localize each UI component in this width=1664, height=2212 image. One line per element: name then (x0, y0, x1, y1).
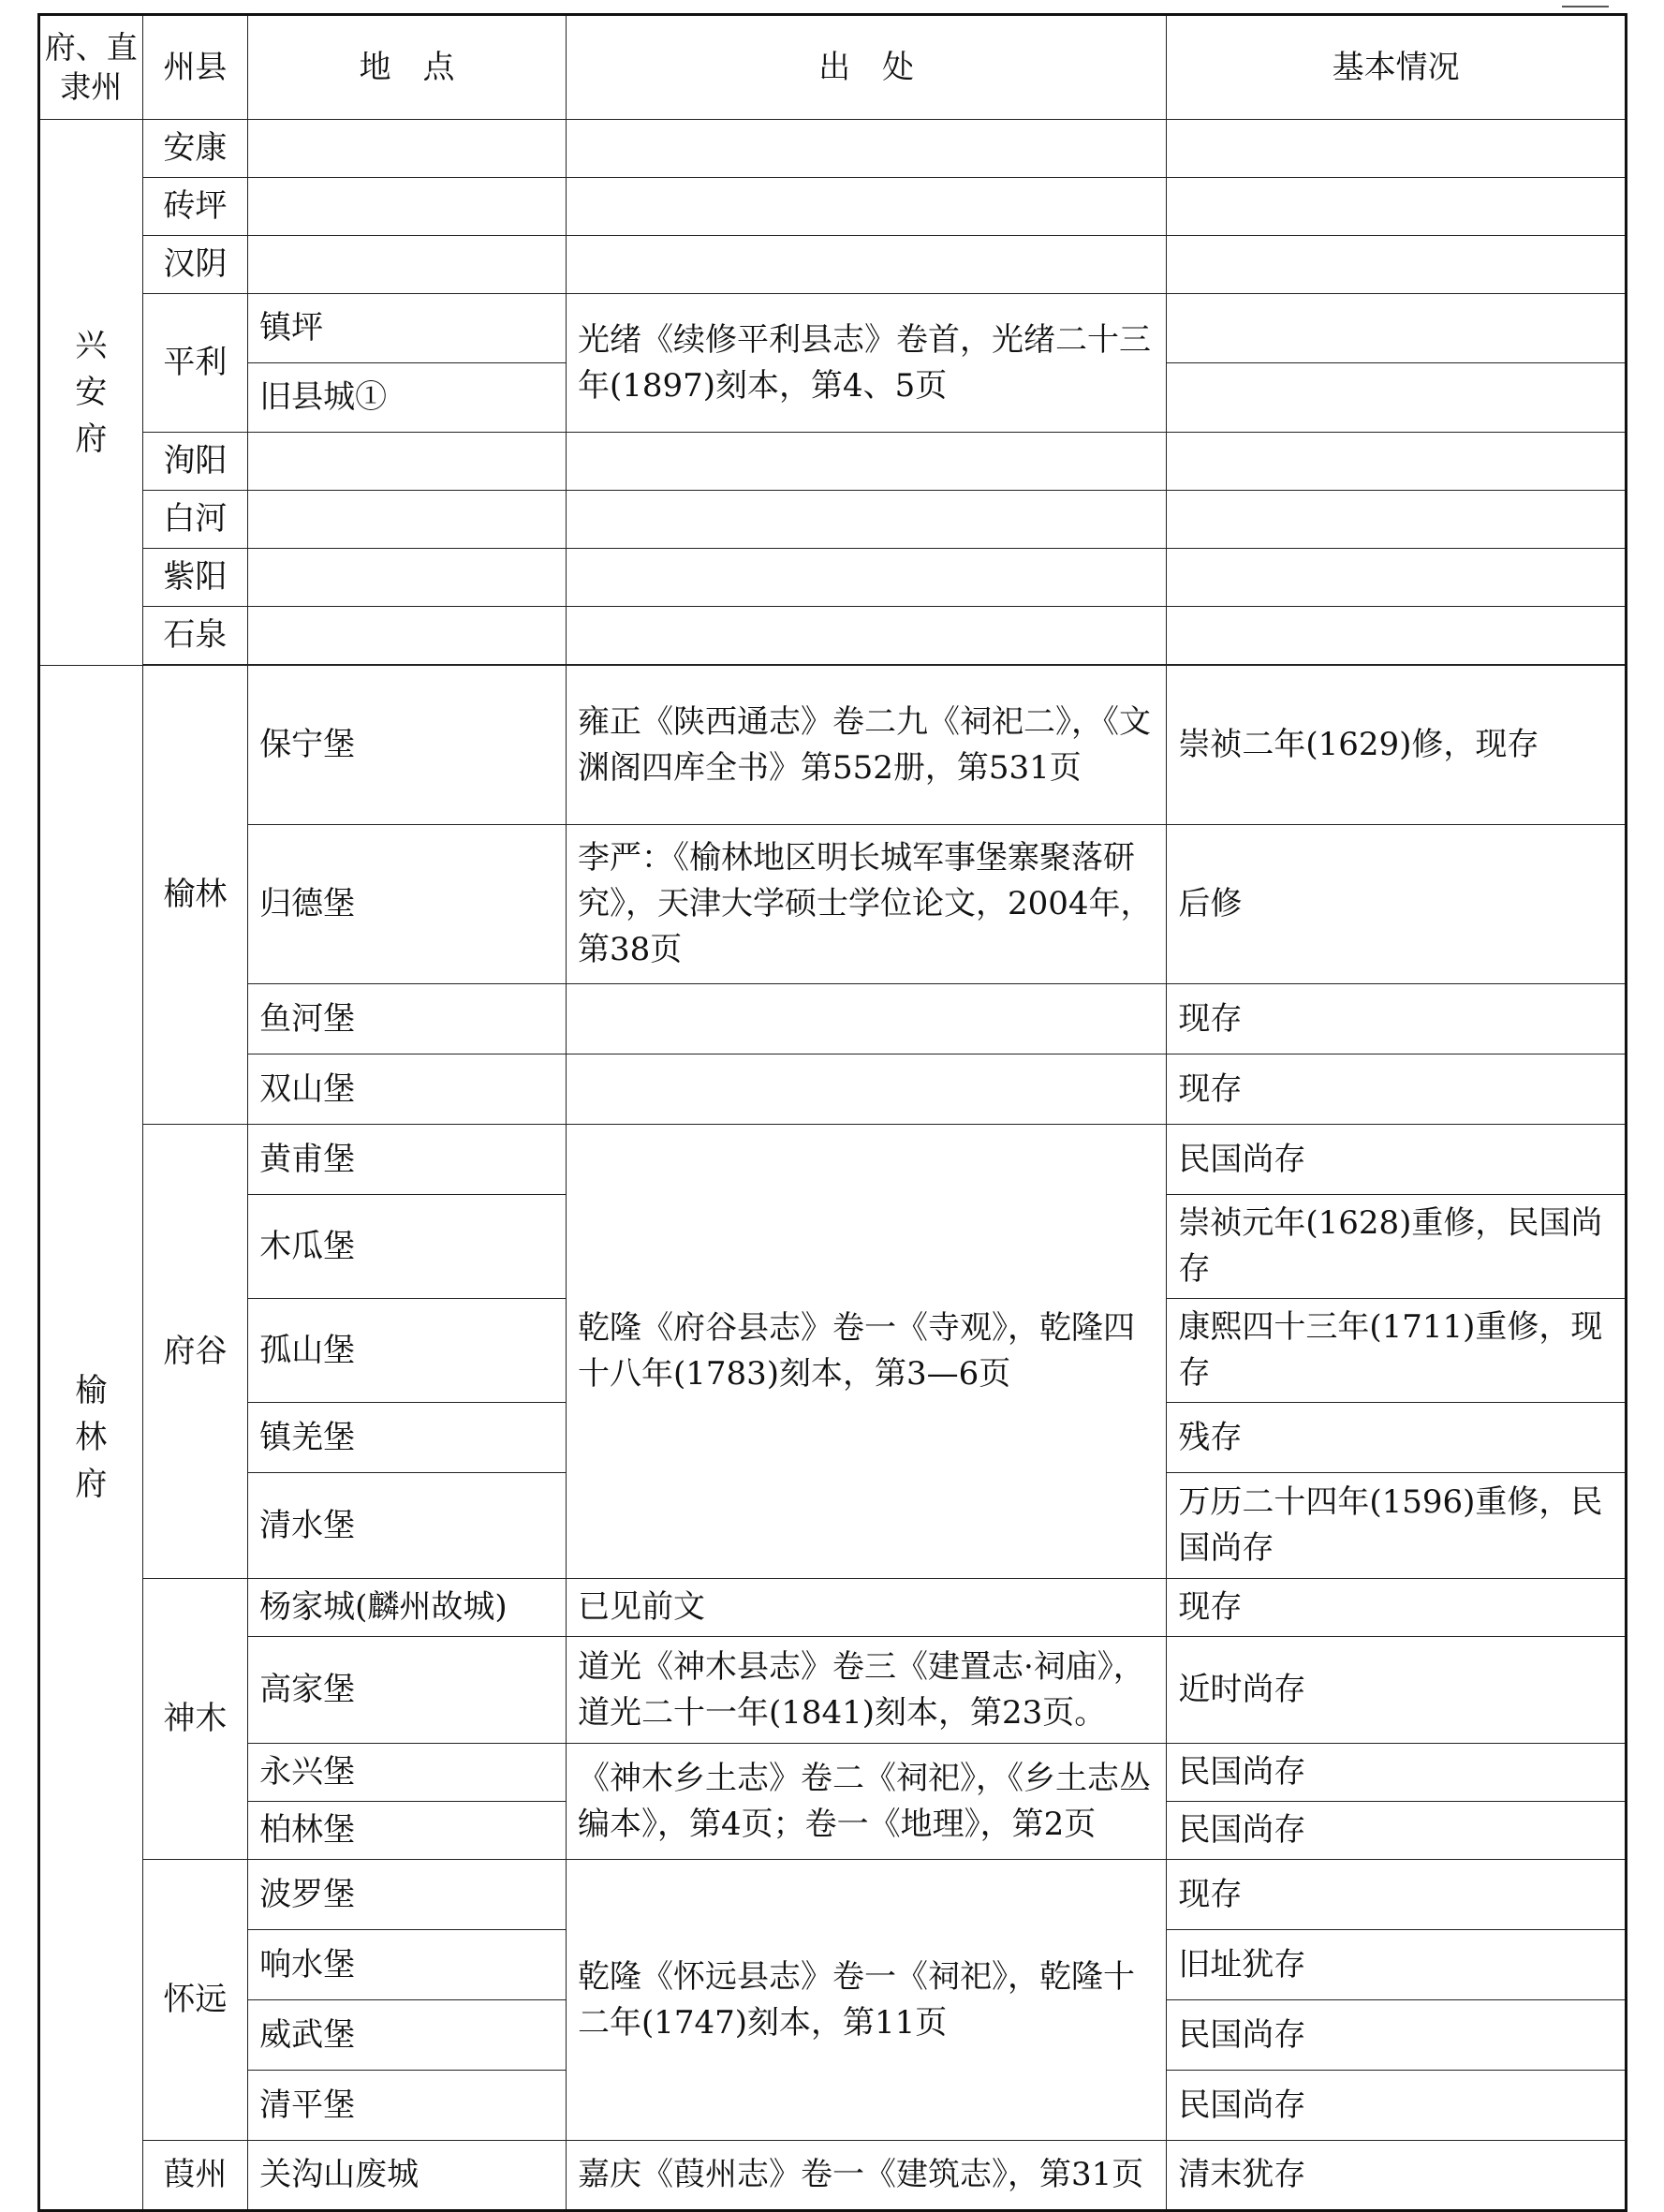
status-cell: 清末犹存 (1167, 2141, 1627, 2211)
status-cell: 现存 (1167, 1579, 1627, 1637)
status-cell: 民国尚存 (1167, 1802, 1627, 1860)
header-place: 地 点 (248, 15, 567, 120)
status-cell: 残存 (1167, 1403, 1627, 1473)
county-baihe: 白河 (142, 491, 248, 549)
status-cell: 近时尚存 (1167, 1637, 1627, 1744)
place-jiuxiancheng: 旧县城① (248, 363, 567, 433)
place-cell: 清水堡 (248, 1473, 567, 1579)
status-cell: 民国尚存 (1167, 2000, 1627, 2071)
prefecture-xingan (39, 120, 143, 666)
status-cell: 万历二十四年(1596)重修，民国尚存 (1167, 1473, 1627, 1579)
table-row (39, 1860, 1627, 1930)
status-cell: 现存 (1167, 1054, 1627, 1125)
county-shiquan: 石泉 (142, 607, 248, 665)
status-cell: 崇祯元年(1628)重修，民国尚存 (1167, 1195, 1627, 1299)
place-cell: 木瓜堡 (248, 1195, 567, 1299)
status-cell: 民国尚存 (1167, 1125, 1627, 1195)
county-ziyang: 紫阳 (142, 549, 248, 607)
prefecture-label: 榆林府 (75, 1372, 108, 1503)
table-row (39, 433, 1627, 491)
prefecture-yulin (39, 666, 143, 2211)
place-cell: 归德堡 (248, 825, 567, 984)
table-row (39, 236, 1627, 294)
county-jiazhou: 葭州 (142, 2141, 248, 2211)
source-cell (566, 1054, 1166, 1125)
place-cell: 关沟山废城 (248, 2141, 567, 2211)
county-yulin: 榆林 (142, 666, 248, 1125)
status-cell: 现存 (1167, 984, 1627, 1054)
source-cell: 已见前文 (566, 1579, 1166, 1637)
place-cell: 镇羌堡 (248, 1403, 567, 1473)
table-row (39, 120, 1627, 178)
table-row (39, 2141, 1627, 2211)
fortress-table (37, 13, 1627, 2212)
status-cell: 民国尚存 (1167, 2071, 1627, 2141)
place-cell: 响水堡 (248, 1930, 567, 2000)
table-row (39, 984, 1627, 1054)
county-xunyang: 洵阳 (142, 433, 248, 491)
place-cell: 黄甫堡 (248, 1125, 567, 1195)
place-cell: 双山堡 (248, 1054, 567, 1125)
table-row (39, 666, 1627, 825)
status-cell: 旧址犹存 (1167, 1930, 1627, 2000)
county-hanyin: 汉阴 (142, 236, 248, 294)
county-pingli: 平利 (142, 294, 248, 433)
prefecture-label: 兴安府 (75, 327, 108, 458)
source-pingli: 光绪《续修平利县志》卷首，光绪二十三年(1897)刻本，第4、5页 (566, 294, 1166, 433)
place-cell: 清平堡 (248, 2071, 567, 2141)
table-row (39, 491, 1627, 549)
table-row (39, 825, 1627, 984)
status-cell: 后修 (1167, 825, 1627, 984)
header-row (39, 15, 1627, 120)
source-shenmu-shared: 《神木乡土志》卷二《祠祀》，《乡土志丛编本》，第4页；卷一《地理》，第2页 (566, 1744, 1166, 1860)
source-cell: 李严：《榆林地区明长城军事堡寨聚落研究》，天津大学硕士学位论文，2004年，第38页 (566, 825, 1166, 984)
place-zhenping: 镇坪 (248, 294, 567, 363)
table-row (39, 1125, 1627, 1195)
source-cell (566, 984, 1166, 1054)
place-cell: 孤山堡 (248, 1299, 567, 1403)
header-source: 出 处 (566, 15, 1166, 120)
table-row (39, 1054, 1627, 1125)
status-cell: 现存 (1167, 1860, 1627, 1930)
place-cell: 柏林堡 (248, 1802, 567, 1860)
place-cell: 永兴堡 (248, 1744, 567, 1802)
status-cell: 崇祯二年(1629)修，现存 (1167, 666, 1627, 825)
page-corner-rule (1562, 0, 1609, 7)
county-huaiyuan: 怀远 (142, 1860, 248, 2141)
place-cell: 鱼河堡 (248, 984, 567, 1054)
county-fugu: 府谷 (142, 1125, 248, 1579)
table-row (39, 1637, 1627, 1744)
status-cell: 康熙四十三年(1711)重修，现存 (1167, 1299, 1627, 1403)
county-shenmu: 神木 (142, 1579, 248, 1860)
place-cell: 威武堡 (248, 2000, 567, 2071)
table-row (39, 1744, 1627, 1802)
place-cell: 保宁堡 (248, 666, 567, 825)
county-ankang: 安康 (142, 120, 248, 178)
header-county: 州县 (142, 15, 248, 120)
source-fugu: 乾隆《府谷县志》卷一《寺观》，乾隆四十八年(1783)刻本，第3—6页 (566, 1125, 1166, 1579)
place-cell: 杨家城(麟州故城) (248, 1579, 567, 1637)
header-status: 基本情况 (1167, 15, 1627, 120)
county-zhuanping: 砖坪 (142, 178, 248, 236)
place-cell: 高家堡 (248, 1637, 567, 1744)
source-huaiyuan: 乾隆《怀远县志》卷一《祠祀》，乾隆十二年(1747)刻本，第11页 (566, 1860, 1166, 2141)
table-row (39, 549, 1627, 607)
table-row (39, 178, 1627, 236)
status-cell: 民国尚存 (1167, 1744, 1627, 1802)
source-cell: 雍正《陕西通志》卷二九《祠祀二》，《文渊阁四库全书》第552册，第531页 (566, 666, 1166, 825)
place-cell: 波罗堡 (248, 1860, 567, 1930)
header-prefecture: 府、直隶州 (39, 15, 143, 120)
source-cell: 道光《神木县志》卷三《建置志·祠庙》，道光二十一年(1841)刻本，第23页。 (566, 1637, 1166, 1744)
table-row (39, 607, 1627, 665)
table-row (39, 294, 1627, 363)
source-cell: 嘉庆《葭州志》卷一《建筑志》，第31页 (566, 2141, 1166, 2211)
table-row (39, 1579, 1627, 1637)
